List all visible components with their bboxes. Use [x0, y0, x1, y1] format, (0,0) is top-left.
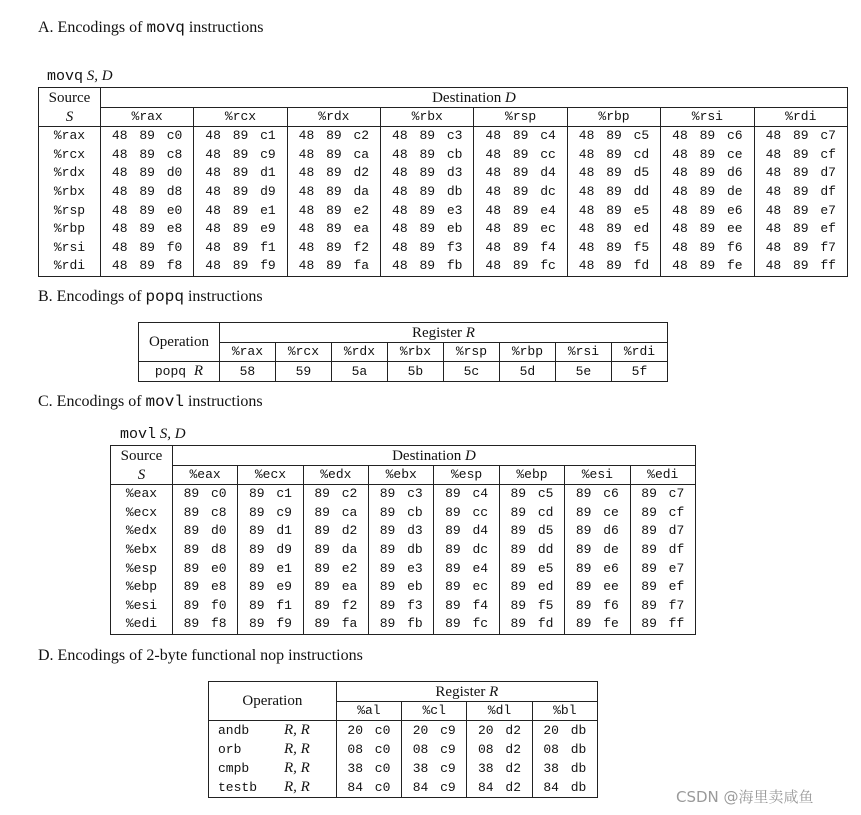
- table-row: [111, 615, 696, 634]
- encoding-cell: 5e: [555, 362, 611, 382]
- column-header: %rcx: [194, 108, 287, 127]
- table-row: [209, 759, 598, 778]
- column-header: %rsi: [661, 108, 754, 127]
- row-register: %rdi: [39, 257, 101, 276]
- table-row: [111, 485, 696, 504]
- table-row: [39, 146, 848, 165]
- column-header: %rax: [100, 108, 193, 127]
- encoding-cell: 08 c0: [336, 740, 401, 759]
- encoding-cell: 89 eb: [369, 578, 434, 597]
- encoding-cell: 5f: [611, 362, 667, 382]
- column-header: %bl: [532, 702, 597, 721]
- encoding-cell: 48 89 c4: [474, 127, 567, 146]
- encoding-cell: 48 89 e9: [194, 220, 287, 239]
- encoding-cell: 89 d3: [369, 522, 434, 541]
- table-row: [39, 220, 848, 239]
- encoding-cell: 89 c3: [369, 485, 434, 504]
- encoding-cell: 89 f3: [369, 597, 434, 616]
- encoding-cell: 48 89 ed: [567, 220, 660, 239]
- encoding-cell: 89 ed: [499, 578, 564, 597]
- encoding-cell: 89 c0: [172, 485, 237, 504]
- encoding-cell: 89 fa: [303, 615, 368, 634]
- encoding-cell: 89 e3: [369, 559, 434, 578]
- encoding-cell: 84 c0: [336, 778, 401, 798]
- column-header: %edi: [630, 466, 695, 485]
- row-register: %edi: [111, 615, 173, 634]
- encoding-cell: 20 d2: [467, 721, 532, 741]
- encoding-cell: 48 89 da: [287, 183, 380, 202]
- encoding-cell: 89 d6: [565, 522, 630, 541]
- column-header: %esi: [565, 466, 630, 485]
- encoding-cell: 5c: [443, 362, 499, 382]
- encoding-cell: 48 89 e4: [474, 201, 567, 220]
- encoding-cell: 48 89 ca: [287, 146, 380, 165]
- encoding-cell: 89 e5: [499, 559, 564, 578]
- encoding-cell: 08 db: [532, 740, 597, 759]
- encoding-cell: 48 89 f5: [567, 239, 660, 258]
- row-register: %esp: [111, 559, 173, 578]
- table-row: [39, 201, 848, 220]
- encoding-cell: 89 c6: [565, 485, 630, 504]
- encoding-cell: 48 89 f9: [194, 257, 287, 276]
- encoding-cell: 48 89 cd: [567, 146, 660, 165]
- popq-encoding-table: [138, 322, 668, 382]
- encoding-cell: 89 c9: [238, 504, 303, 523]
- table-row: [111, 522, 696, 541]
- section-b-heading: B. Encodings of popq instructions: [38, 288, 263, 306]
- encoding-cell: 89 e8: [172, 578, 237, 597]
- encoding-cell: 48 89 f6: [661, 239, 754, 258]
- encoding-cell: 89 ef: [630, 578, 695, 597]
- encoding-cell: 89 c8: [172, 504, 237, 523]
- operation-args: R, R: [284, 760, 310, 776]
- encoding-cell: 48 89 dc: [474, 183, 567, 202]
- encoding-cell: 48 89 f1: [194, 239, 287, 258]
- encoding-cell: 48 89 c7: [754, 127, 847, 146]
- row-register: %ecx: [111, 504, 173, 523]
- row-register: %rdx: [39, 164, 101, 183]
- encoding-cell: 89 e1: [238, 559, 303, 578]
- encoding-cell: 48 89 e8: [100, 220, 193, 239]
- destination-header: Destination D: [172, 446, 695, 466]
- table-row: [111, 541, 696, 560]
- encoding-cell: 89 f0: [172, 597, 237, 616]
- column-header: %rdx: [287, 108, 380, 127]
- table-row: [39, 239, 848, 258]
- column-header: %rbp: [567, 108, 660, 127]
- encoding-cell: 89 fc: [434, 615, 499, 634]
- encoding-cell: 89 f2: [303, 597, 368, 616]
- encoding-cell: 89 e6: [565, 559, 630, 578]
- encoding-cell: 48 89 eb: [381, 220, 474, 239]
- encoding-cell: 89 ea: [303, 578, 368, 597]
- encoding-cell: 48 89 db: [381, 183, 474, 202]
- movq-encoding-table: [38, 87, 848, 277]
- encoding-cell: 48 89 e6: [661, 201, 754, 220]
- encoding-cell: 20 db: [532, 721, 597, 741]
- section-a-caption: movq S, D: [47, 68, 113, 85]
- encoding-cell: 48 89 e7: [754, 201, 847, 220]
- column-header: %rbp: [499, 343, 555, 362]
- source-var: S: [39, 108, 101, 127]
- section-a-heading: A. Encodings of movq instructions: [38, 19, 264, 37]
- encoding-cell: 89 dd: [499, 541, 564, 560]
- encoding-cell: 48 89 c2: [287, 127, 380, 146]
- column-header: %rsp: [443, 343, 499, 362]
- row-register: %rax: [39, 127, 101, 146]
- operation-name: cmpb: [218, 761, 250, 776]
- column-header: %rbx: [387, 343, 443, 362]
- encoding-cell: 5a: [331, 362, 387, 382]
- operation-cell: [209, 721, 337, 741]
- encoding-cell: 89 cd: [499, 504, 564, 523]
- encoding-cell: 89 da: [303, 541, 368, 560]
- encoding-cell: 48 89 ef: [754, 220, 847, 239]
- encoding-cell: 48 89 fe: [661, 257, 754, 276]
- encoding-cell: 48 89 f0: [100, 239, 193, 258]
- encoding-cell: 89 e0: [172, 559, 237, 578]
- operation-name: orb: [218, 742, 242, 757]
- table-row: [111, 578, 696, 597]
- column-header: %rcx: [275, 343, 331, 362]
- encoding-cell: 48 89 ec: [474, 220, 567, 239]
- encoding-cell: 89 cf: [630, 504, 695, 523]
- encoding-cell: 48 89 d4: [474, 164, 567, 183]
- encoding-cell: 48 89 d0: [100, 164, 193, 183]
- encoding-cell: 89 f5: [499, 597, 564, 616]
- encoding-cell: 89 f1: [238, 597, 303, 616]
- encoding-cell: 48 89 c8: [100, 146, 193, 165]
- encoding-cell: 89 d8: [172, 541, 237, 560]
- operation-args: R, R: [284, 741, 310, 757]
- register-header: Register R: [219, 323, 667, 343]
- encoding-cell: 89 ec: [434, 578, 499, 597]
- source-var: S: [111, 466, 173, 485]
- encoding-cell: 89 e7: [630, 559, 695, 578]
- encoding-cell: 89 fb: [369, 615, 434, 634]
- encoding-cell: 84 db: [532, 778, 597, 798]
- encoding-cell: 48 89 ff: [754, 257, 847, 276]
- encoding-cell: 48 89 d1: [194, 164, 287, 183]
- encoding-cell: 89 c4: [434, 485, 499, 504]
- register-header: Register R: [336, 682, 597, 702]
- operation-args: R, R: [284, 722, 310, 738]
- encoding-cell: 48 89 fa: [287, 257, 380, 276]
- operation-args: R, R: [284, 779, 310, 795]
- encoding-cell: 89 f4: [434, 597, 499, 616]
- encoding-cell: 48 89 e5: [567, 201, 660, 220]
- column-header: %rsi: [555, 343, 611, 362]
- encoding-cell: 08 c9: [402, 740, 467, 759]
- column-header: %rdi: [754, 108, 847, 127]
- encoding-cell: 89 d4: [434, 522, 499, 541]
- encoding-cell: 89 fe: [565, 615, 630, 634]
- operation-header: Operation: [139, 323, 220, 362]
- table-row: [111, 559, 696, 578]
- operation-name: testb: [218, 780, 258, 795]
- encoding-cell: 89 d2: [303, 522, 368, 541]
- section-c-heading: C. Encodings of movl instructions: [38, 393, 263, 411]
- encoding-cell: 20 c9: [402, 721, 467, 741]
- row-register: %rsi: [39, 239, 101, 258]
- encoding-cell: 48 89 d3: [381, 164, 474, 183]
- encoding-cell: 48 89 ee: [661, 220, 754, 239]
- encoding-cell: 20 c0: [336, 721, 401, 741]
- encoding-cell: 48 89 d9: [194, 183, 287, 202]
- encoding-cell: 59: [275, 362, 331, 382]
- encoding-cell: 48 89 de: [661, 183, 754, 202]
- row-register: %rbx: [39, 183, 101, 202]
- source-header: Source: [111, 446, 173, 466]
- destination-header: Destination D: [100, 88, 847, 108]
- encoding-cell: 89 e4: [434, 559, 499, 578]
- encoding-cell: 48 89 cc: [474, 146, 567, 165]
- encoding-cell: 89 d5: [499, 522, 564, 541]
- table-row: [209, 721, 598, 741]
- encoding-cell: 48 89 d7: [754, 164, 847, 183]
- column-header: %rdi: [611, 343, 667, 362]
- row-register: %rsp: [39, 201, 101, 220]
- encoding-cell: 89 c5: [499, 485, 564, 504]
- column-header: %rsp: [474, 108, 567, 127]
- operation-cell: [209, 778, 337, 798]
- encoding-cell: 5b: [387, 362, 443, 382]
- encoding-cell: 89 ca: [303, 504, 368, 523]
- encoding-cell: 89 d0: [172, 522, 237, 541]
- row-register: %eax: [111, 485, 173, 504]
- encoding-cell: 48 89 e2: [287, 201, 380, 220]
- column-header: %esp: [434, 466, 499, 485]
- encoding-cell: 48 89 d8: [100, 183, 193, 202]
- column-header: %ecx: [238, 466, 303, 485]
- encoding-cell: 89 e9: [238, 578, 303, 597]
- section-d-heading: D. Encodings of 2-byte functional nop instructions: [38, 647, 363, 664]
- encoding-cell: 89 de: [565, 541, 630, 560]
- operation-name: andb: [218, 723, 250, 738]
- encoding-cell: 08 d2: [467, 740, 532, 759]
- source-header: Source: [39, 88, 101, 108]
- encoding-cell: 48 89 c0: [100, 127, 193, 146]
- encoding-cell: 48 89 f8: [100, 257, 193, 276]
- encoding-cell: 89 c2: [303, 485, 368, 504]
- encoding-cell: 89 e2: [303, 559, 368, 578]
- encoding-cell: 89 db: [369, 541, 434, 560]
- table-row: [39, 127, 848, 146]
- encoding-cell: 58: [219, 362, 275, 382]
- encoding-cell: 48 89 fb: [381, 257, 474, 276]
- encoding-cell: 48 89 ea: [287, 220, 380, 239]
- encoding-cell: 48 89 c1: [194, 127, 287, 146]
- encoding-cell: 89 ee: [565, 578, 630, 597]
- encoding-cell: 48 89 dd: [567, 183, 660, 202]
- encoding-cell: 5d: [499, 362, 555, 382]
- encoding-cell: 84 c9: [402, 778, 467, 798]
- encoding-cell: 48 89 cb: [381, 146, 474, 165]
- encoding-cell: 89 df: [630, 541, 695, 560]
- column-header: %edx: [303, 466, 368, 485]
- encoding-cell: 89 f6: [565, 597, 630, 616]
- encoding-cell: 89 fd: [499, 615, 564, 634]
- row-register: %edx: [111, 522, 173, 541]
- encoding-cell: 89 ce: [565, 504, 630, 523]
- encoding-cell: 48 89 fd: [567, 257, 660, 276]
- encoding-cell: 89 d9: [238, 541, 303, 560]
- encoding-cell: 38 d2: [467, 759, 532, 778]
- encoding-cell: 89 d7: [630, 522, 695, 541]
- section-c-caption: movl S, D: [120, 426, 186, 443]
- popq-op-cell: popq R: [139, 362, 220, 382]
- table-row: [209, 778, 598, 798]
- encoding-cell: 89 f8: [172, 615, 237, 634]
- column-header: %ebp: [499, 466, 564, 485]
- encoding-cell: 38 db: [532, 759, 597, 778]
- encoding-cell: 89 c7: [630, 485, 695, 504]
- column-header: %cl: [402, 702, 467, 721]
- column-header: %ebx: [369, 466, 434, 485]
- row-register: %ebp: [111, 578, 173, 597]
- encoding-cell: 48 89 f3: [381, 239, 474, 258]
- encoding-cell: 48 89 e3: [381, 201, 474, 220]
- nop-encoding-table: [208, 681, 598, 798]
- row-register: %esi: [111, 597, 173, 616]
- encoding-cell: 48 89 c6: [661, 127, 754, 146]
- encoding-cell: 89 d1: [238, 522, 303, 541]
- encoding-cell: 38 c0: [336, 759, 401, 778]
- encoding-cell: 89 c1: [238, 485, 303, 504]
- encoding-cell: 48 89 cf: [754, 146, 847, 165]
- encoding-cell: 48 89 c3: [381, 127, 474, 146]
- encoding-cell: 48 89 d6: [661, 164, 754, 183]
- table-row: [39, 257, 848, 276]
- encoding-cell: 48 89 e0: [100, 201, 193, 220]
- table-row: [39, 183, 848, 202]
- encoding-cell: 48 89 f7: [754, 239, 847, 258]
- column-header: %rax: [219, 343, 275, 362]
- column-header: %rdx: [331, 343, 387, 362]
- encoding-cell: 38 c9: [402, 759, 467, 778]
- table-row: [111, 504, 696, 523]
- movl-encoding-table: [110, 445, 696, 635]
- encoding-cell: 89 f9: [238, 615, 303, 634]
- encoding-cell: 48 89 f2: [287, 239, 380, 258]
- column-header: %dl: [467, 702, 532, 721]
- operation-cell: [209, 759, 337, 778]
- encoding-cell: 48 89 e1: [194, 201, 287, 220]
- encoding-cell: 89 ff: [630, 615, 695, 634]
- encoding-cell: 89 cc: [434, 504, 499, 523]
- encoding-cell: 48 89 c9: [194, 146, 287, 165]
- encoding-cell: 48 89 d5: [567, 164, 660, 183]
- encoding-cell: 48 89 d2: [287, 164, 380, 183]
- table-row: [111, 597, 696, 616]
- row-register: %rbp: [39, 220, 101, 239]
- row-register: %rcx: [39, 146, 101, 165]
- encoding-cell: 48 89 ce: [661, 146, 754, 165]
- encoding-cell: 48 89 c5: [567, 127, 660, 146]
- encoding-cell: 84 d2: [467, 778, 532, 798]
- encoding-cell: 48 89 df: [754, 183, 847, 202]
- operation-header: Operation: [209, 682, 337, 721]
- encoding-cell: 89 dc: [434, 541, 499, 560]
- column-header: %eax: [172, 466, 237, 485]
- table-row: [209, 740, 598, 759]
- table-row: [39, 164, 848, 183]
- encoding-cell: 89 cb: [369, 504, 434, 523]
- column-header: %rbx: [381, 108, 474, 127]
- csdn-watermark: CSDN @海里卖咸鱼: [676, 788, 814, 806]
- encoding-cell: 89 f7: [630, 597, 695, 616]
- column-header: %al: [336, 702, 401, 721]
- row-register: %ebx: [111, 541, 173, 560]
- encoding-cell: 48 89 fc: [474, 257, 567, 276]
- operation-cell: [209, 740, 337, 759]
- encoding-cell: 48 89 f4: [474, 239, 567, 258]
